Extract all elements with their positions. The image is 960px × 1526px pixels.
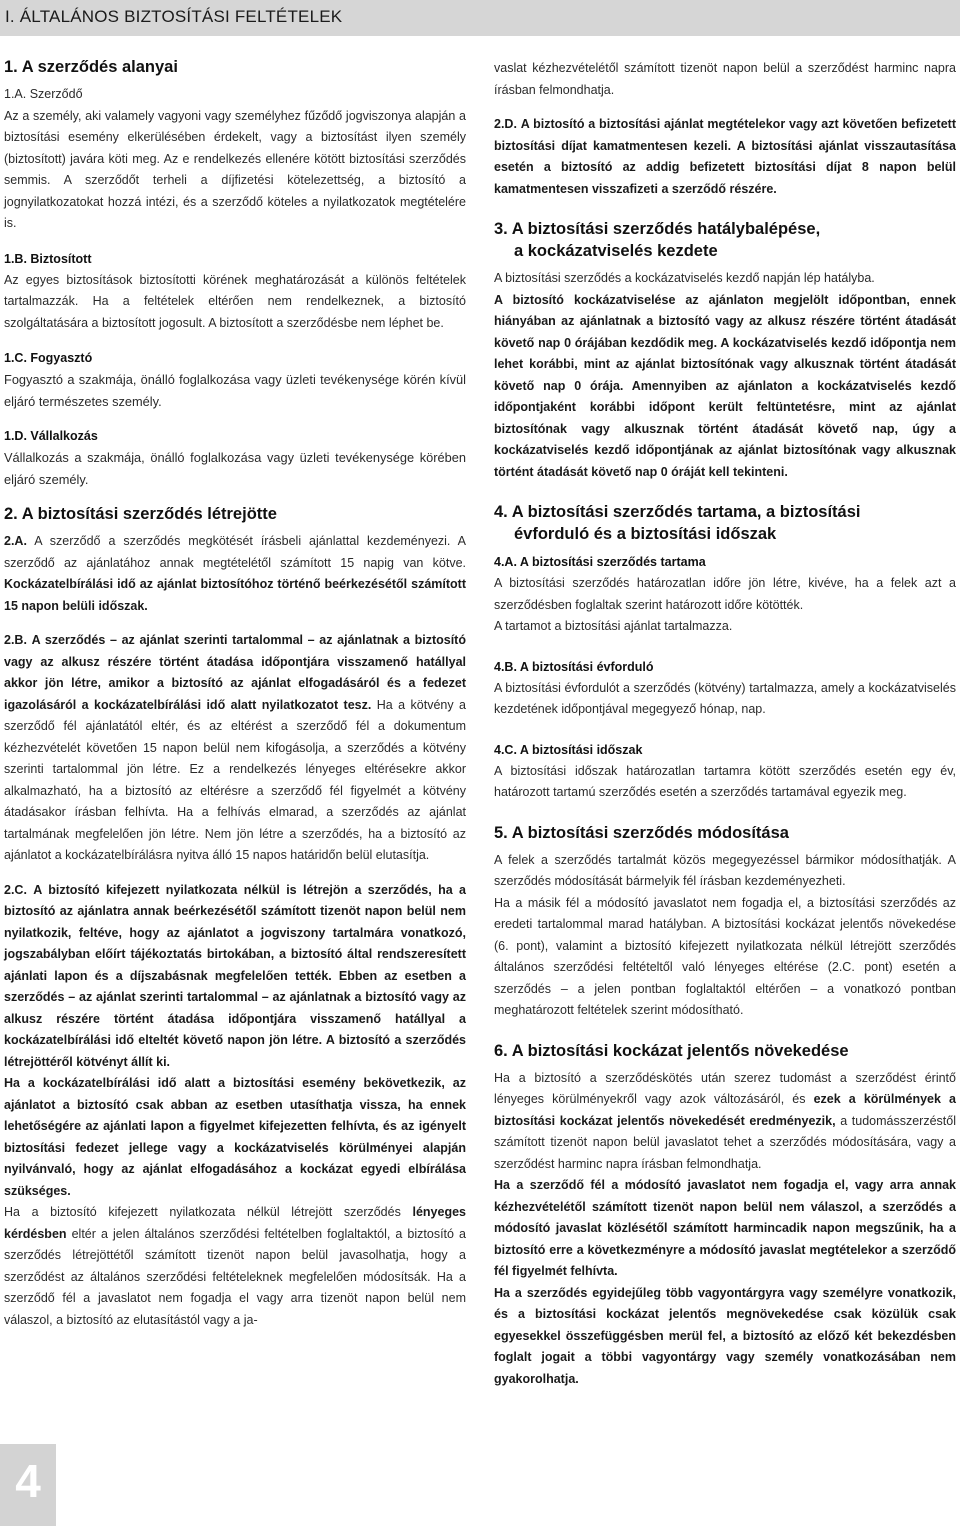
s4a-paragraph-2: A tartamot a biztosítási ajánlat tartalmazza. [494, 619, 733, 633]
section-4-title-line-1: 4. A biztosítási szerződés tartama, a biztosítási [494, 503, 861, 521]
s2d-text: A biztosító a biztosítási ajánlat megtételekor vagy azt követően befizetett biztosítási díjat kamatmentesen kezeli. A biztosítási ajánlat visszautasítása esetén a biztosító az addig befizetett biztosítási díjat 8 napon belül kamatmentesen visszafizeti a szerződő részére. [494, 117, 956, 196]
s2b-text: Ha a kötvény a szerződő fél ajánlatától eltér, és az eltérést a szerződő fél a dokumentum kézhezvételét követően 15 napon belül nem kifogásolja, a szerződés a kötvény szerinti tartalommal jön létre. Ez a rendelkezés lényeges eltérésekre akkor alkalmazható, ha a biztosító az eltérésre a szerződő fél figyelmét a kötvény átadásakor írásban felhívta. Ha a felhívás elmarad, a szerződés az ajánlat tartalmának megfelelően jön létre. Nem jön létre a szerződés, ha a biztosító az ajánlatot a kockázatelbírálásra nyitva álló 15 napos határidőn belül elutasítja. [4, 697, 466, 862]
s2c-paragraph-3 [4, 1202, 466, 1331]
s2c-text-bold: A biztosító kifejezett nyilatkozata nélkül is létrejön a szerződés, ha a biztosító az ajánlatra annak beérkezésétől számított tizenöt napon belül nem nyilatkozik, feltéve, hogy az ajánlatot a jogviszony tartalmára vonatkozó, jogszabályban előírt tájékoztatás birtokában, a biztosító által rendszeresített ajánlati lapon és a díjszabásnak megfelelően tették. Ebben az esetben a szerződés – az ajánlat szerinti tartalommal – az ajánlatnak a biztosító vagy az alkusz részére történt átadása időpontjára visszamenő hatállyal a kockázatelbírálási idő elteltét követő napon jön létre. A biztosító a szerződés létrejöttéről kötvényt állít ki. [4, 882, 466, 1069]
section-3-title-line-1: 3. A biztosítási szerződés hatálybalépése, [494, 220, 821, 238]
page-header-bar [0, 0, 960, 36]
s1a-title: 1.A. Szerződő [4, 87, 83, 101]
s6-p1-text-a: Ha a biztosító a szerződéskötés után szerez tudomást a szerződést érintő lényeges körülményekről vagy azok változásáról, és [494, 1070, 956, 1106]
s4a-paragraph-1: A biztosítási szerződés határozatlan időre jön létre, kivéve, ha a felek azt a szerződésben foglaltak szerint határozott időre kötötték. [494, 576, 956, 612]
s6-paragraph-3: Ha a szerződés egyidejűleg több vagyontárgyra vagy személyre vonatkozik, és a biztosítási kockázat jelentős megnövekedése csak közülük csak egyesekkel összefüggésben merül fel, a biztosító az előző két bekezdésben foglalt jogait a többi vagyontárgy vagy személy vonatkozásában nem gyakorolhatja. [494, 1285, 956, 1386]
s1d-title: 1.D. Vállalkozás [4, 429, 98, 443]
s2c-p3-text-c: eltér a jelen általános szerződési feltételben foglaltaktól, a biztosító a szerződés létrejöttétől számított tizenöt napon belül javasolhatja, hogy a szerződést az általános szerződési feltételeknek megfelelően módosítsák. Ha a szerződő fél a javaslatot nem fogadja el vagy arra tizenöt napon belül nem válaszol, a biztosító az elutasítástól vagy a ja- [4, 1226, 466, 1327]
s1b-title: 1.B. Biztosított [4, 251, 92, 266]
section-1-title: 1. A szerződés alanyai [4, 58, 178, 76]
s1a-paragraph: Az a személy, aki valamely vagyoni vagy személyhez fűződő jogviszonya alapján a biztosítási esemény elkerülésében érdekelt, vagy a biztosítást ilyen személy (biztosított) javára köti meg. Az e rendelkezés ellenére kötött biztosítási szerződés semmis. A szerződőt terheli a díjfizetési kötelezettség, a biztosító a jognyilatkozatokat hozzá intézi, és a szerződő köteles a nyilatkozatok megtételére is. [4, 108, 466, 230]
s4b-paragraph: A biztosítási évfordulót a szerződés (kötvény) tartalmazza, amely a kockázatviselés kezdetének időpontjával megegyező hónap, nap. [494, 680, 956, 716]
s2c-label: 2.C. [4, 882, 27, 897]
s6-p1-text-c: a tudomásszerzéstől számított tizenöt napon belül javaslatot tehet a szerződés módosítására, vagy a szerződést harminc napra írásban felmondhatja. [494, 1113, 956, 1171]
section-2-title: 2. A biztosítási szerződés létrejötte [4, 505, 277, 523]
s1d-paragraph: Vállalkozás a szakmája, önálló foglalkozása vagy üzleti tevékenysége körében eljáró személy. [4, 450, 466, 487]
s1c-title: 1.C. Fogyasztó [4, 351, 93, 365]
s5-paragraph-1: A felek a szerződés tartalmát közös megegyezéssel bármikor módosíthatják. A szerződés módosítását bármelyik fél írásban kezdeményezheti. [494, 852, 956, 888]
continued-paragraph: vaslat kézhezvételétől számított tizenöt napon belül a szerződést harminc napra írásban felmondhatja. [494, 61, 956, 97]
s2b-text-bold: A szerződés – az ajánlat szerinti tartalommal – az ajánlatnak a biztosító vagy az alkusz részére történt átadása időpontjára visszamenő hatállyal akkor jön létre, amikor a biztosító az ajánlat elfogadásáról és a fedezet igazolásáról a kockázatelbírálási idő alatt nyilatkozatot tesz. [4, 633, 466, 712]
s1b-paragraph: Az egyes biztosítások biztosítotti körének meghatározását a különös feltételek tartalmazzák. Ha a feltételek eltérően nem rendelkeznek, a biztosító szolgáltatására a biztosított jogosult. A biztosított a szerződésbe nem léphet be. [4, 272, 466, 330]
right-column [494, 58, 956, 1390]
s2a-label: 2.A. [4, 534, 27, 548]
s3-paragraph-1: A biztosítási szerződés a kockázatviselés kezdő napján lép hatályba. [494, 271, 875, 285]
section-6-title: 6. A biztosítási kockázat jelentős növekedése [494, 1041, 849, 1060]
left-column [4, 56, 466, 1331]
s4c-paragraph: A biztosítási időszak határozatlan tartamra kötött szerződés esetén egy év, határozott tartamú szerződés esetén a szerződés tartamával egyezik meg. [494, 763, 956, 799]
s2d-paragraph [494, 114, 956, 200]
s2d-label: 2.D. [494, 117, 517, 131]
s2c-p3-text-bold: lényeges kérdésben [4, 1205, 466, 1241]
s2a-text: A szerződő a szerződés megkötését írásbeli ajánlattal kezdeményezi. A szerződő az ajánlatához annak megtételétől számított 15 napig van kötve. [4, 534, 466, 570]
s2c-paragraph-2: Ha a kockázatelbírálási idő alatt a biztosítási esemény bekövetkezik, az ajánlatot a biztosító csak abban az esetben utasíthatja vissza, ha ennek lehetőségére az ajánlati lapon a figyelmet kifejezetten felhívta, és az igényelt biztosítási fedezet jellege vagy a kockázatviselés körülményei alapján nyilvánvaló, hogy az ajánlat elfogadásához a kockázat egyedi elbírálása szükséges. [4, 1076, 466, 1198]
s4b-title: 4.B. A biztosítási évforduló [494, 659, 654, 674]
section-4-title [494, 501, 956, 545]
s2c-paragraph-1 [4, 880, 466, 1074]
section-5-title: 5. A biztosítási szerződés módosítása [494, 823, 789, 842]
s6-paragraph-2: Ha a szerződő fél a módosító javaslatot nem fogadja el, vagy arra annak kézhezvételétől számított tizenöt napon belül nem válaszol, a szerződés a módosító javaslat közlésétől számított harmincadik napon megszűnik, ha a biztosító erre a következményre a módosító javaslat megtételekor a szerződő fél figyelmét felhívta. [494, 1178, 956, 1278]
section-3-title [494, 218, 956, 262]
s1c-paragraph: Fogyasztó a szakmája, önálló foglalkozása vagy üzleti tevékenysége körén kívül eljáró természetes személy. [4, 372, 466, 409]
s6-p1-text-bold: ezek a körülmények a biztosítási kockázat jelentős növekedését eredményezik, [494, 1092, 956, 1128]
s2a-paragraph [4, 531, 466, 617]
section-4-title-line-2: évforduló és a biztosítási időszak [514, 525, 777, 543]
page-number-box [0, 1444, 56, 1526]
s2b-paragraph-1 [4, 630, 466, 867]
s4c-title: 4.C. A biztosítási időszak [494, 742, 643, 757]
s3-paragraph-2: A biztosító kockázatviselése az ajánlaton megjelölt időpontban, ennek hiányában az ajánlatnak a biztosító vagy az alkusz részére történt átadását követő nap 0 órájában kezdődik meg. A kockázatviselés kezdő időpontja nem lehet korábbi, mint az ajánlat biztosítónak vagy alkusznak történt átadását követő nap 0 órája. Amennyiben az ajánlaton a kockázatviselés kezdő időpontjaként korábbi időpont került feltüntetésre, mint az ajánlat biztosítónak vagy alkusznak történt átadását követő nap, úgy a kockázatviselés kezdő időpontjának az ajánlat biztosítónak vagy alkusznak történt átadását követő nap 0 óráját kell tekinteni. [494, 292, 956, 479]
s2b-label: 2.B. [4, 633, 27, 647]
s2c-p3-text-a: Ha a biztosító kifejezett nyilatkozata nélkül létrejött szerződés [4, 1205, 401, 1219]
s5-paragraph-2: Ha a másik fél a módosító javaslatot nem fogadja el, a biztosítási szerződés az eredeti tartalommal marad hatályban. A biztosítási kockázat jelentős növekedése (6. pont), valamint a biztosító kifejezett nyilatkozata nélkül létrejött szerződés általános szerződési feltételtől való lényeges eltérése (2.C. pont) esetén a szerződés – a jelen pontban foglaltaktól eltérően – a vonatkozó pontban meghatározott feltételek szerint módosítható. [494, 895, 956, 1017]
section-3-title-line-2: a kockázatviselés kezdete [514, 242, 718, 260]
s4a-title: 4.A. A biztosítási szerződés tartama [494, 555, 706, 569]
s2a-text-bold: Kockázatelbírálási idő az ajánlat biztosítóhoz történő beérkezésétől számított 15 napon belüli időszak. [4, 577, 466, 613]
page-header-title: I. ÁLTALÁNOS BIZTOSÍTÁSI FELTÉTELEK [5, 7, 343, 26]
page-number: 4 [15, 1455, 41, 1507]
s6-paragraph-1 [494, 1068, 956, 1176]
